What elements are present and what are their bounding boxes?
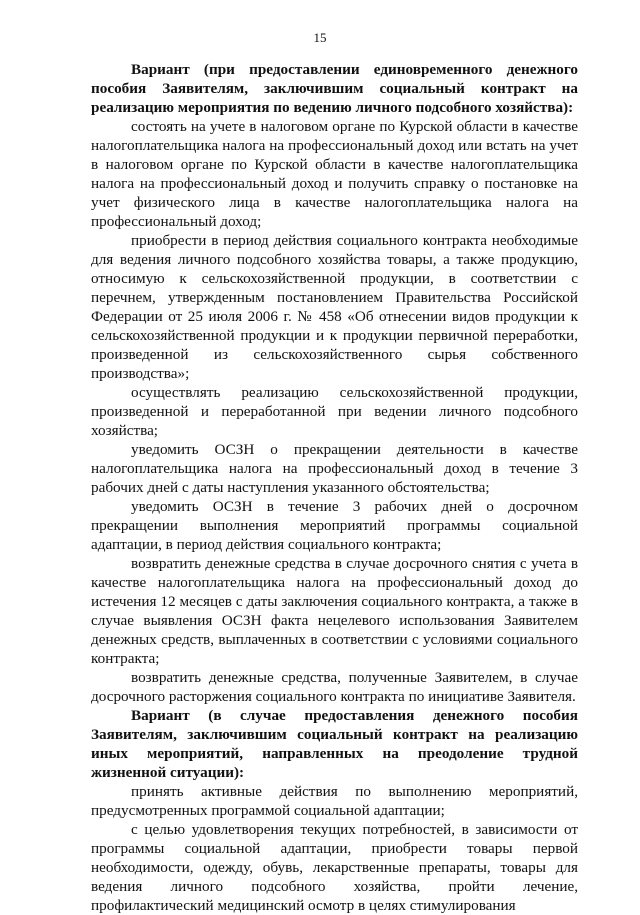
paragraph-return-funds-deregistration: возвратить денежные средства в случае досрочного снятия с учета в качестве налогоплательщика налога на профессиональный доход до истечения 12 месяцев с даты заключения социального контракта, а также в случае выявления ОСЗН факта нецелевого использования Заявителем денежных средств, выплаченных в соответствии с условиями социального контракта; xyxy=(91,555,578,667)
paragraph-tax-registration: состоять на учете в налоговом органе по Курской области в качестве налогоплательщика налога на профессиональный доход или встать на учет в налоговом органе по Курской области в качестве налогоплательщика налога на профессиональный доход и получить справку о постановке на учет физического лица в качестве налогоплательщика налога на профессиональный доход; xyxy=(91,118,578,230)
paragraph-return-funds-termination: возвратить денежные средства, полученные Заявителем, в случае досрочного расторжения социального контракта по инициативе Заявителя. xyxy=(91,669,578,705)
paragraph-notify-termination: уведомить ОСЗН о прекращении деятельности в качестве налогоплательщика налога на профессиональный доход в течение 3 рабочих дней с даты наступления указанного обстоятельства; xyxy=(91,441,578,496)
paragraph-sell-products: осуществлять реализацию сельскохозяйственной продукции, произведенной и переработанной при ведении личного подсобного хозяйства; xyxy=(91,384,578,439)
paragraph-notify-early-stop: уведомить ОСЗН в течение 3 рабочих дней о досрочном прекращении выполнения мероприятий программы социальной адаптации, в период действия социального контракта; xyxy=(91,498,578,553)
page-number: 15 xyxy=(313,30,327,45)
paragraph-take-actions: принять активные действия по выполнению мероприятий, предусмотренных программой социальной адаптации; xyxy=(91,783,578,819)
paragraph-current-needs: с целью удовлетворения текущих потребностей, в зависимости от программы социальной адаптации, приобрести товары первой необходимости, одежду, обувь, лекарственные препараты, товары для ведения личного подсобного хозяйства, пройти лечение, профилактический медицинский осмотр в целях стимулирования xyxy=(91,821,578,914)
variant-heading-other-measures: Вариант (в случае предоставления денежного пособия Заявителям, заключившим социальный контракт на реализацию иных мероприятий, направленных на преодоление трудной жизненной ситуации): xyxy=(91,707,578,781)
variant-heading-lph: Вариант (при предоставлении единовременного денежного пособия Заявителям, заключившим социальный контракт на реализацию мероприятия по ведению личного подсобного хозяйства): xyxy=(91,61,578,116)
document-body xyxy=(91,60,578,915)
paragraph-acquire-goods: приобрести в период действия социального контракта необходимые для ведения личного подсобного хозяйства товары, а также продукцию, относимую к сельскохозяйственной продукции, в соответствии с перечнем, утвержденным постановлением Правительства Российской Федерации от 25 июля 2006 г. № 458 «Об отнесении видов продукции к сельскохозяйственной продукции и к продукции первичной переработки, произведенной из сельскохозяйственного сырья собственного производства»; xyxy=(91,232,578,382)
